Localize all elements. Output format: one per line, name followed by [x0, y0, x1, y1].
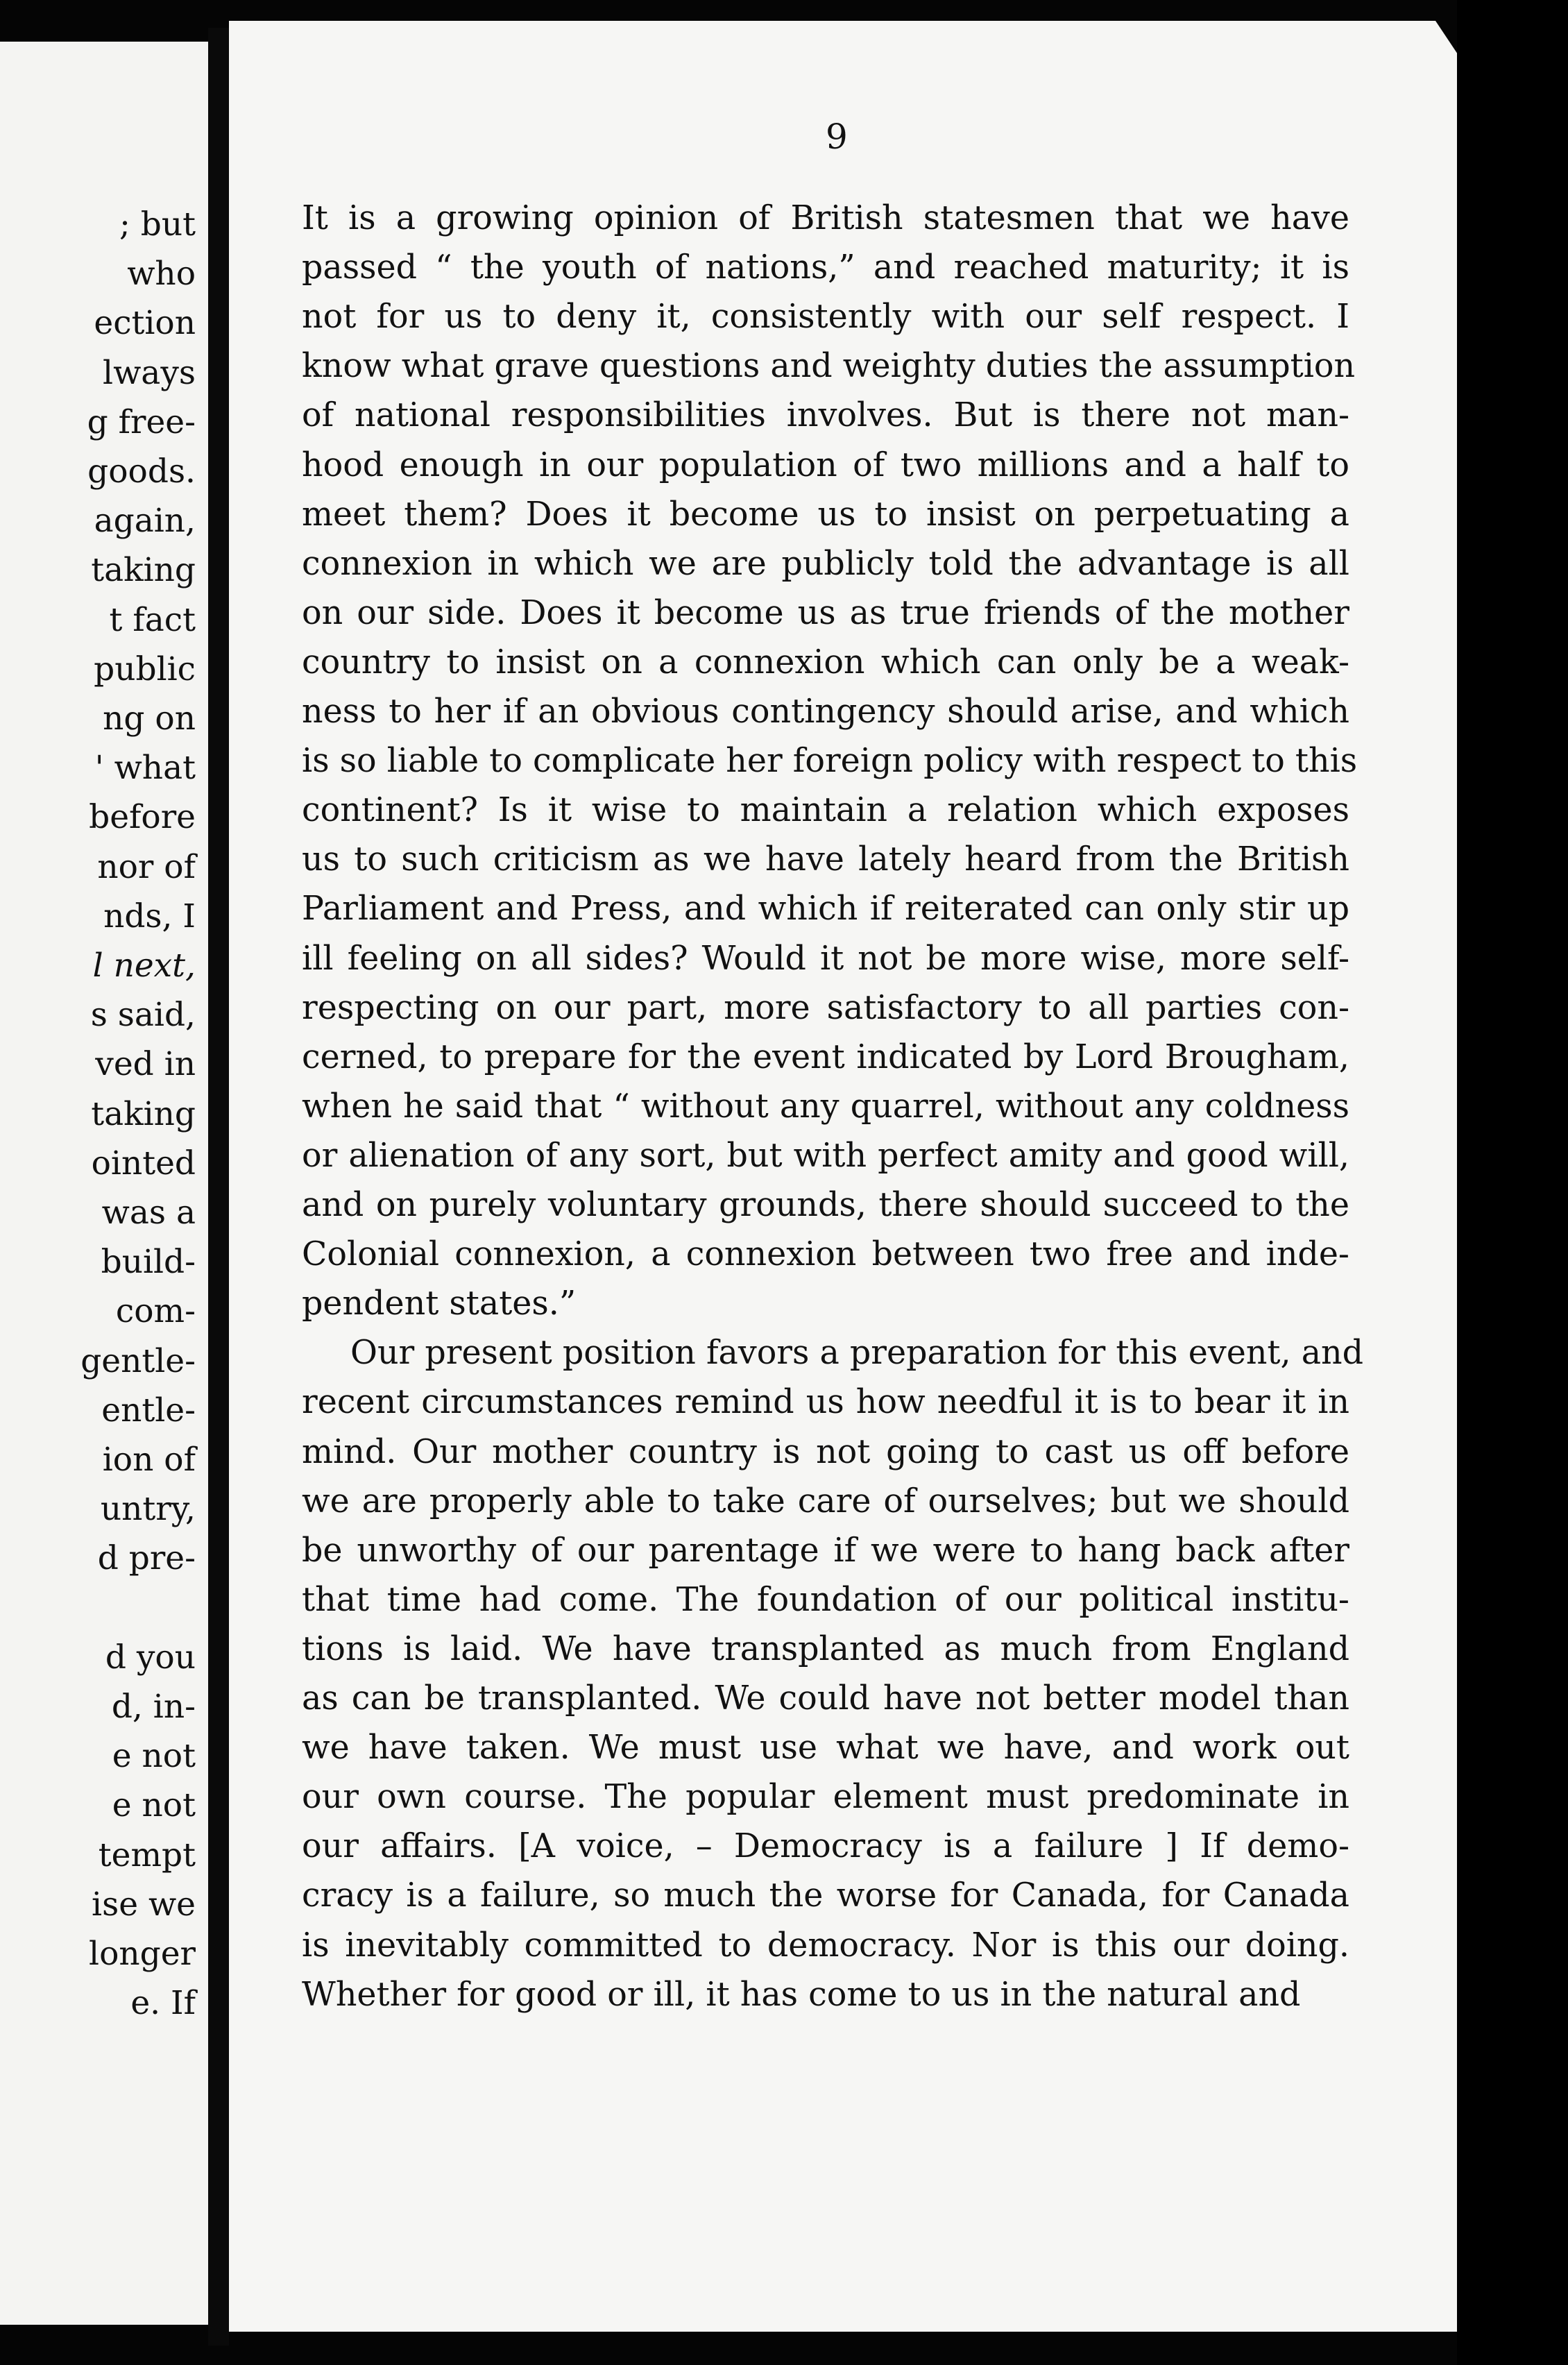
- text-line: connexion in which we are publicly told the advantage is all: [302, 544, 1349, 583]
- left-page-line-fragment: goods.: [87, 452, 196, 491]
- text-line: that time had come. The foundation of our political institu-: [302, 1580, 1349, 1619]
- left-page-line-fragment: ointed: [91, 1144, 196, 1182]
- left-page-line-fragment: who: [127, 255, 196, 294]
- left-page-line-fragment: ise we: [92, 1885, 196, 1924]
- left-page-line-fragment: nds, I: [103, 897, 196, 935]
- left-page-line-fragment: e not: [112, 1786, 196, 1825]
- left-page-line-fragment: longer: [89, 1935, 196, 1973]
- left-page-line-fragment: taking: [91, 551, 196, 590]
- text-line: our affairs. [A voice, – Democracy is a failure ] If demo-: [302, 1827, 1349, 1866]
- left-page-line-fragment: ng on: [103, 700, 196, 738]
- left-page-line-fragment: s said,: [90, 996, 196, 1035]
- left-page-line-fragment: l next,: [92, 947, 196, 985]
- left-page-line-fragment: ion of: [102, 1441, 196, 1479]
- text-line: passed “ the youth of nations,” and reached maturity; it is: [302, 248, 1349, 287]
- left-page-line-fragment: build-: [101, 1243, 196, 1282]
- left-page-line-fragment: untry,: [100, 1490, 196, 1529]
- text-line: ill feeling on all sides? Would it not be more wise, more self-: [302, 939, 1349, 978]
- left-page-line-fragment: d, in-: [111, 1688, 196, 1726]
- previous-page-fragment: [0, 42, 208, 2325]
- text-line: continent? Is it wise to maintain a relation which exposes: [302, 791, 1349, 830]
- text-line: our own course. The popular element must predominate in: [302, 1778, 1349, 1817]
- text-line: Our present position favors a preparation for this event, and: [350, 1334, 1364, 1373]
- text-line: ness to her if an obvious contingency should arise, and which: [302, 693, 1349, 731]
- text-line: recent circumstances remind us how needful it is to bear it in: [302, 1383, 1349, 1422]
- text-line: cerned, to prepare for the event indicated by Lord Brougham,: [302, 1037, 1349, 1076]
- text-line: Parliament and Press, and which if reiterated can only stir up: [302, 890, 1349, 929]
- left-page-line-fragment: d pre-: [97, 1539, 196, 1578]
- text-line: and on purely voluntary grounds, there should succeed to the: [302, 1186, 1349, 1224]
- left-page-line-fragment: was a: [101, 1194, 196, 1232]
- text-line: on our side. Does it become us as true friends of the mother: [302, 593, 1349, 632]
- book-gutter: [208, 28, 229, 2346]
- text-line: is inevitably committed to democracy. Nor is this our doing.: [302, 1926, 1349, 1965]
- text-line: be unworthy of our parentage if we were to hang back after: [302, 1531, 1349, 1570]
- text-line: or alienation of any sort, but with perfect amity and good will,: [302, 1136, 1349, 1175]
- text-line: of national responsibilities involves. But is there not man-: [302, 396, 1349, 435]
- text-line: mind. Our mother country is not going to cast us off before: [302, 1432, 1349, 1471]
- left-page-line-fragment: e. If: [130, 1984, 196, 2023]
- left-page-line-fragment: taking: [91, 1094, 196, 1133]
- left-page-line-fragment: lways: [103, 353, 196, 392]
- text-line: hood enough in our population of two millions and a half to: [302, 446, 1349, 484]
- text-line: country to insist on a connexion which can only be a weak-: [302, 643, 1349, 681]
- text-line: we are properly able to take care of ourselves; but we should: [302, 1482, 1349, 1520]
- text-line: not for us to deny it, consistently with our self respect. I: [302, 298, 1349, 337]
- left-page-line-fragment: t fact: [109, 600, 196, 639]
- text-line: know what grave questions and weighty duties the assumption: [302, 347, 1356, 386]
- text-line: respecting on our part, more satisfactory to all parties con-: [302, 988, 1349, 1027]
- text-line: is so liable to complicate her foreign policy with respect to this: [302, 742, 1358, 781]
- left-page-line-fragment: public: [94, 650, 196, 688]
- text-line: pendent states.”: [302, 1285, 577, 1323]
- left-page-line-fragment: ved in: [95, 1045, 196, 1084]
- left-page-line-fragment: before: [89, 798, 196, 837]
- page-number: 9: [826, 117, 848, 157]
- text-line: meet them? Does it become us to insist on perpetuating a: [302, 495, 1349, 534]
- left-page-line-fragment: gentle-: [80, 1341, 196, 1380]
- text-line: Whether for good or ill, it has come to us in the natural and: [302, 1975, 1301, 2014]
- page-edge-shadow: [1457, 0, 1568, 2365]
- text-line: as can be transplanted. We could have not better model than: [302, 1679, 1349, 1718]
- left-page-line-fragment: ' what: [94, 749, 196, 788]
- text-line: Colonial connexion, a connexion between two free and inde-: [302, 1235, 1349, 1274]
- left-page-line-fragment: again,: [94, 502, 196, 541]
- left-page-line-fragment: entle-: [101, 1391, 196, 1430]
- left-page-line-fragment: com-: [115, 1292, 196, 1331]
- left-page-line-fragment: g free-: [87, 402, 196, 441]
- text-line: we have taken. We must use what we have, and work out: [302, 1729, 1349, 1768]
- text-line: It is a growing opinion of British statesmen that we have: [302, 199, 1349, 237]
- text-line: when he said that “ without any quarrel, without any coldness: [302, 1087, 1349, 1126]
- text-line: tions is laid. We have transplanted as much from England: [302, 1629, 1349, 1668]
- text-line: us to such criticism as we have lately heard from the British: [302, 840, 1349, 879]
- left-page-line-fragment: d you: [105, 1638, 196, 1677]
- left-page-line-fragment: ; but: [119, 205, 196, 244]
- text-line: cracy is a failure, so much the worse for Canada, for Canada: [302, 1876, 1349, 1915]
- left-page-line-fragment: nor of: [97, 847, 196, 886]
- left-page-line-fragment: ection: [94, 304, 196, 343]
- left-page-line-fragment: e not: [112, 1737, 196, 1776]
- left-page-line-fragment: tempt: [98, 1836, 196, 1874]
